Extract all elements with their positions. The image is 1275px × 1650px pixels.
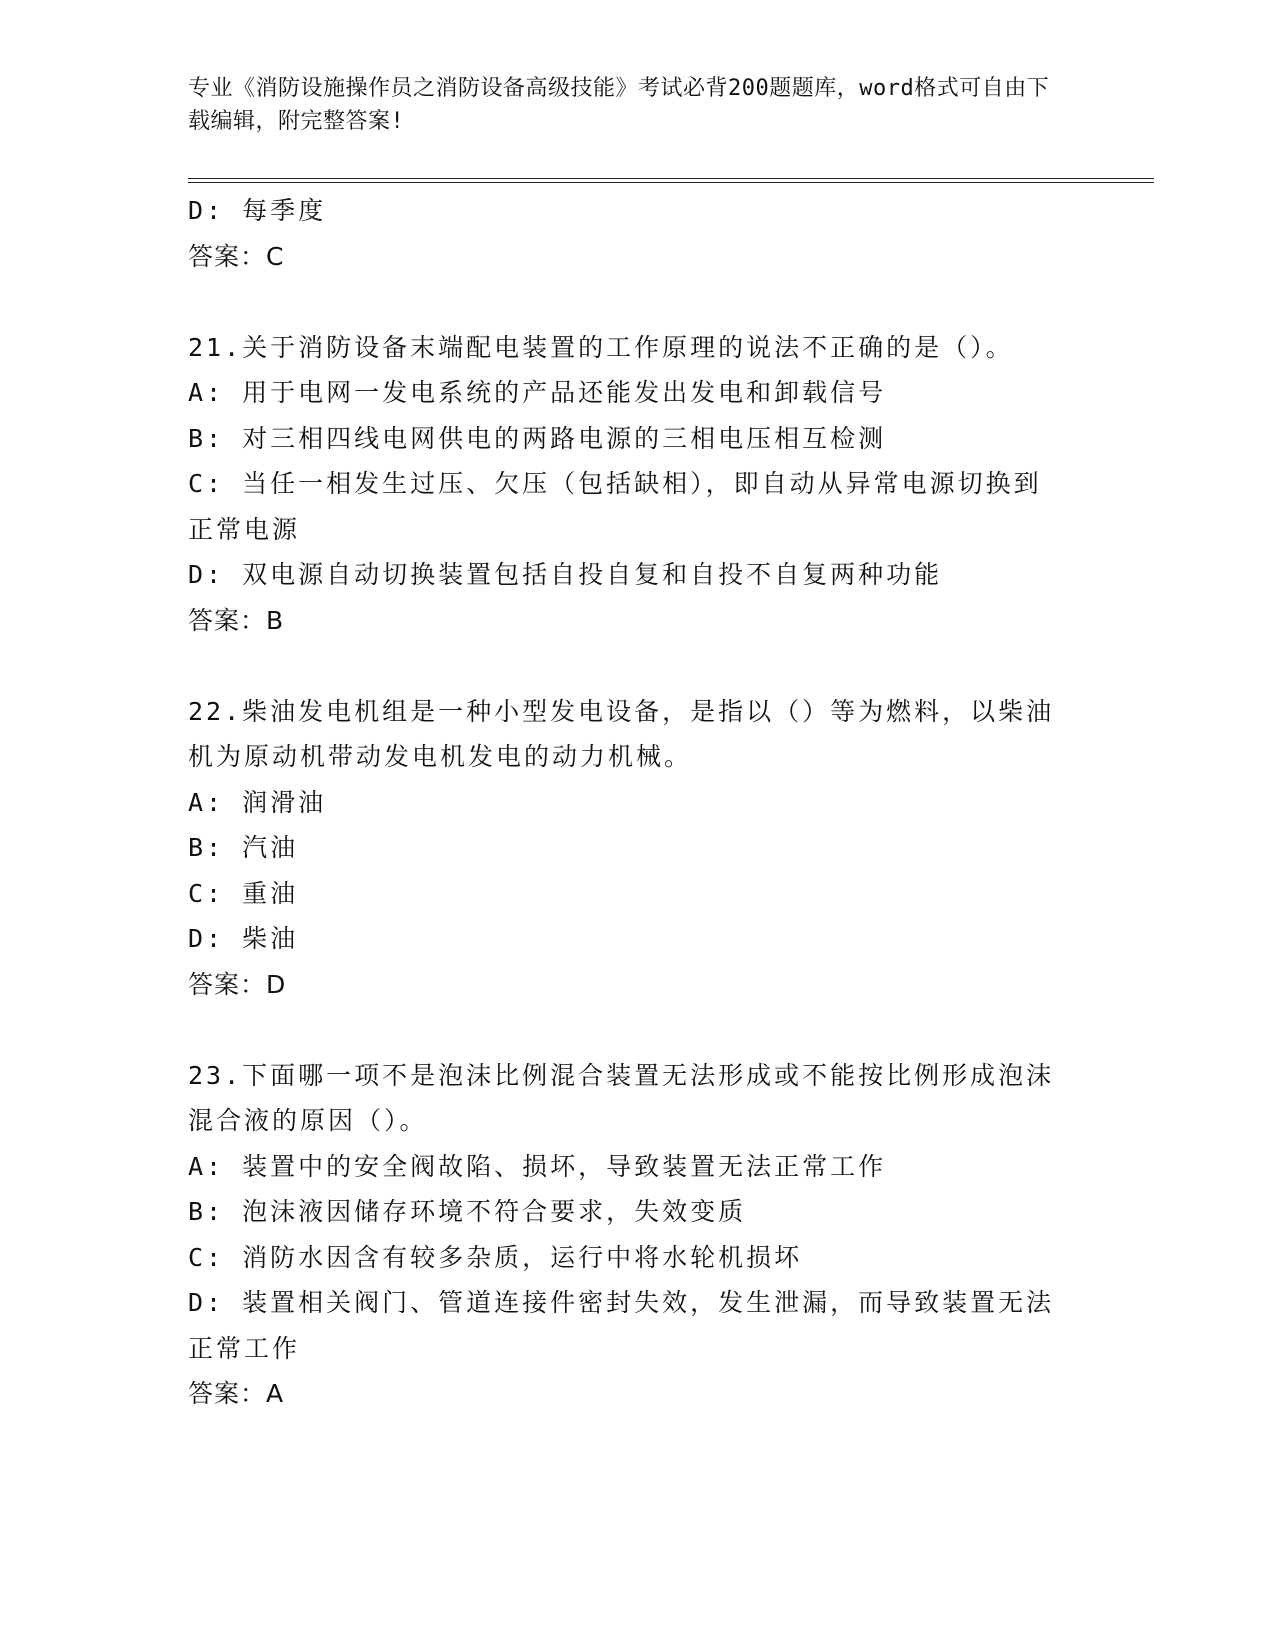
answer: 答案：A xyxy=(188,1379,285,1408)
document-header: 专业《消防设施操作员之消防设备高级技能》考试必背200题题库，word格式可自由下载编辑，附完整答案! xyxy=(188,76,1050,134)
option-a: A: 装置中的安全阀故陷、损坏，导致装置无法正常工作 xyxy=(188,1151,887,1181)
option-d: D: 双电源自动切换装置包括自投自复和自投不自复两种功能 xyxy=(188,560,943,589)
question-23 xyxy=(188,1053,1068,1417)
option-d: D: 柴油 xyxy=(188,924,299,953)
option-b: B: 汽油 xyxy=(188,833,299,862)
prev-option-d: D: 每季度 xyxy=(188,196,327,225)
question-21 xyxy=(188,325,1068,644)
option-c: C: 重油 xyxy=(188,878,299,908)
option-c: C: 当任一相发生过压、欠压（包括缺相），即自动从异常电源切换到正常电源 xyxy=(188,469,1042,544)
spacer xyxy=(188,1007,1068,1053)
option-a: A: 润滑油 xyxy=(188,787,327,817)
question-stem: 23.下面哪一项不是泡沫比例混合装置无法形成或不能按比例形成泡沫混合液的原因（）。 xyxy=(188,1060,1055,1135)
option-a: A: 用于电网一发电系统的产品还能发出发电和卸载信号 xyxy=(188,378,887,407)
answer: 答案：D xyxy=(188,969,287,999)
option-b: B: 泡沫液因储存环境不符合要求，失效变质 xyxy=(188,1197,747,1226)
spacer xyxy=(188,279,1068,325)
option-d: D: 装置相关阀门、管道连接件密封失效，发生泄漏，而导致装置无法正常工作 xyxy=(188,1288,1055,1363)
option-c: C: 消防水因含有较多杂质，运行中将水轮机损坏 xyxy=(188,1242,803,1272)
question-stem: 21.关于消防设备末端配电装置的工作原理的说法不正确的是（）。 xyxy=(188,332,1014,362)
answer: 答案：B xyxy=(188,605,285,635)
question-list xyxy=(188,188,1068,1417)
option-b: B: 对三相四线电网供电的两路电源的三相电压相互检测 xyxy=(188,423,887,453)
header-divider xyxy=(188,178,1154,183)
spacer xyxy=(188,643,1068,689)
question-22 xyxy=(188,689,1068,1008)
question-stem: 22.柴油发电机组是一种小型发电设备，是指以（）等为燃料，以柴油机为原动机带动发电机发电的动力机械。 xyxy=(188,696,1055,771)
prev-answer: 答案：C xyxy=(188,241,285,271)
